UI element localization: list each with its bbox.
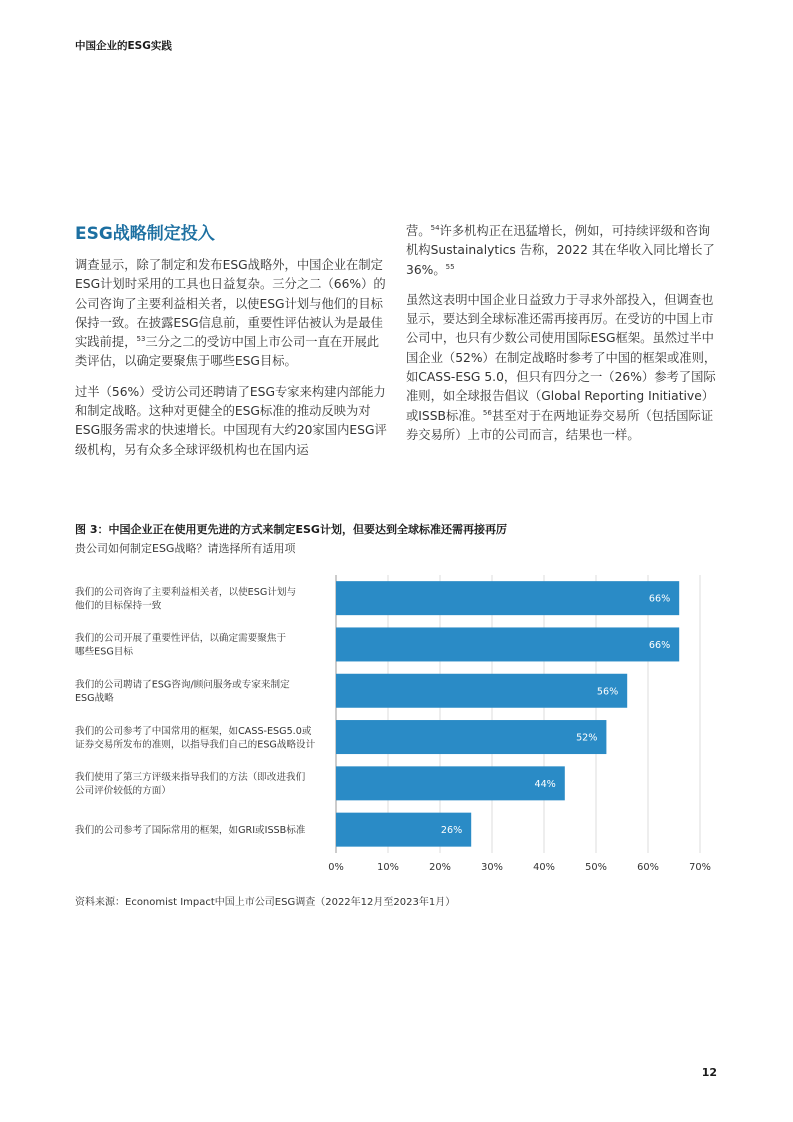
paragraph: 过半（56%）受访公司还聘请了ESG专家来构建内部能力和制定战略。这种对更健全的ESG标准的推动反映为对ESG服务需求的快速增长。中国现有大约20家国内ESG评级机构，另有众多全球评级机构也在国内运 xyxy=(75,384,387,457)
x-tick-label: 0% xyxy=(328,862,344,873)
figure-subtitle: 贵公司如何制定ESG战略？请选择所有适用项 xyxy=(75,542,296,555)
data-label: 66% xyxy=(648,593,671,605)
source-note: 资料来源：Economist Impact中国上市公司ESG调查（2022年12月至2023年1月） xyxy=(75,897,456,908)
category-label: 我们的公司参考了中国常用的框架，如CASS-ESG5.0或证券交易所发布的准则，以指导我们自己的ESG战略设计 xyxy=(75,725,316,751)
x-tick-label: 40% xyxy=(533,862,555,873)
running-header: 中国企业的ESG实践 xyxy=(75,40,172,52)
bar[interactable] xyxy=(336,720,606,754)
x-tick-label: 50% xyxy=(585,862,607,873)
x-tick-label: 30% xyxy=(481,862,503,873)
footnote-ref[interactable]: 53 xyxy=(136,335,146,344)
footnote-ref[interactable]: 55 xyxy=(445,262,455,271)
category-label: 我们的公司参考了国际常用的框架，如GRI或ISSB标准 xyxy=(75,825,306,837)
data-label: 44% xyxy=(534,778,556,790)
left-column xyxy=(75,222,391,471)
category-labels xyxy=(75,586,316,836)
x-axis-ticks xyxy=(328,862,711,873)
category-label: 我们使用了第三方评级来指导我们的方法（即改进我们公司评价较低的方面） xyxy=(75,772,306,797)
data-label: 52% xyxy=(576,732,598,744)
right-column xyxy=(406,222,722,456)
category-label: 我们的公司咨询了主要利益相关者，以使ESG计划与他们的目标保持一致 xyxy=(75,586,297,612)
footnote-ref[interactable]: 54 xyxy=(430,223,440,232)
bar[interactable] xyxy=(336,674,627,708)
x-tick-label: 60% xyxy=(637,862,659,873)
data-label: 66% xyxy=(648,639,671,651)
footnote-ref[interactable]: 56 xyxy=(482,408,492,417)
x-tick-label: 10% xyxy=(377,862,399,873)
data-label: 26% xyxy=(440,825,463,837)
bar-chart xyxy=(0,565,793,880)
x-tick-label: 20% xyxy=(429,862,451,873)
bar[interactable] xyxy=(336,766,565,800)
category-label: 我们的公司聘请了ESG咨询/顾问服务或专家来制定 ESG战略 xyxy=(75,679,290,704)
grid-lines xyxy=(336,575,700,853)
data-label: 56% xyxy=(596,686,619,698)
figure-title: 图 3：中国企业正在使用更先进的方式来制定ESG计划，但要达到全球标准还需再接再厉 xyxy=(75,523,507,536)
bars xyxy=(336,581,679,847)
page-number: 12 xyxy=(701,1066,717,1079)
paragraph: 调查显示，除了制定和发布ESG战略外，中国企业在制定ESG计划时采用的工具也日益复杂。三分之二（66%）的公司咨询了主要利益相关者，以使ESG计划与他们的目标保持一致。在披露ESG信息前，重要性评估被认为是最佳实践前提，$^{53}$三分之二的受访中国上市公司一直在开展此类评估，以确定要聚焦于哪些ESG目标。 xyxy=(75,258,386,369)
paragraph: 虽然这表明中国企业日益致力于寻求外部投入，但调查也显示，要达到全球标准还需再接再厉。在受访的中国上市公司中，也只有少数公司使用国际ESG框架。虽然过半中国企业（52%）在制定战略时参考了中国的框架或准则，如CASS-ESG 5.0，但只有四分之一（26%）参考了国际准则，如全球报告倡议（Global Reporting Initiative）或ISSB标准。$^{56}$甚至对于在两地证券交易所（包括国际证券交易所）上市的公司而言，结果也一样。 xyxy=(406,292,717,442)
paragraph: 营。$^{54}$许多机构正在迅猛增长，例如，可持续评级和咨询机构Sustainalytics 告称，2022 其在华收入同比增长了36%。$^{55}$ xyxy=(406,223,715,277)
x-tick-label: 70% xyxy=(689,862,711,873)
bar[interactable] xyxy=(336,581,679,615)
bar[interactable] xyxy=(336,627,679,661)
section-title: ESG战略制定投入 xyxy=(75,224,215,244)
category-label: 我们的公司开展了重要性评估，以确定需要聚焦于哪些ESG目标 xyxy=(75,633,287,658)
